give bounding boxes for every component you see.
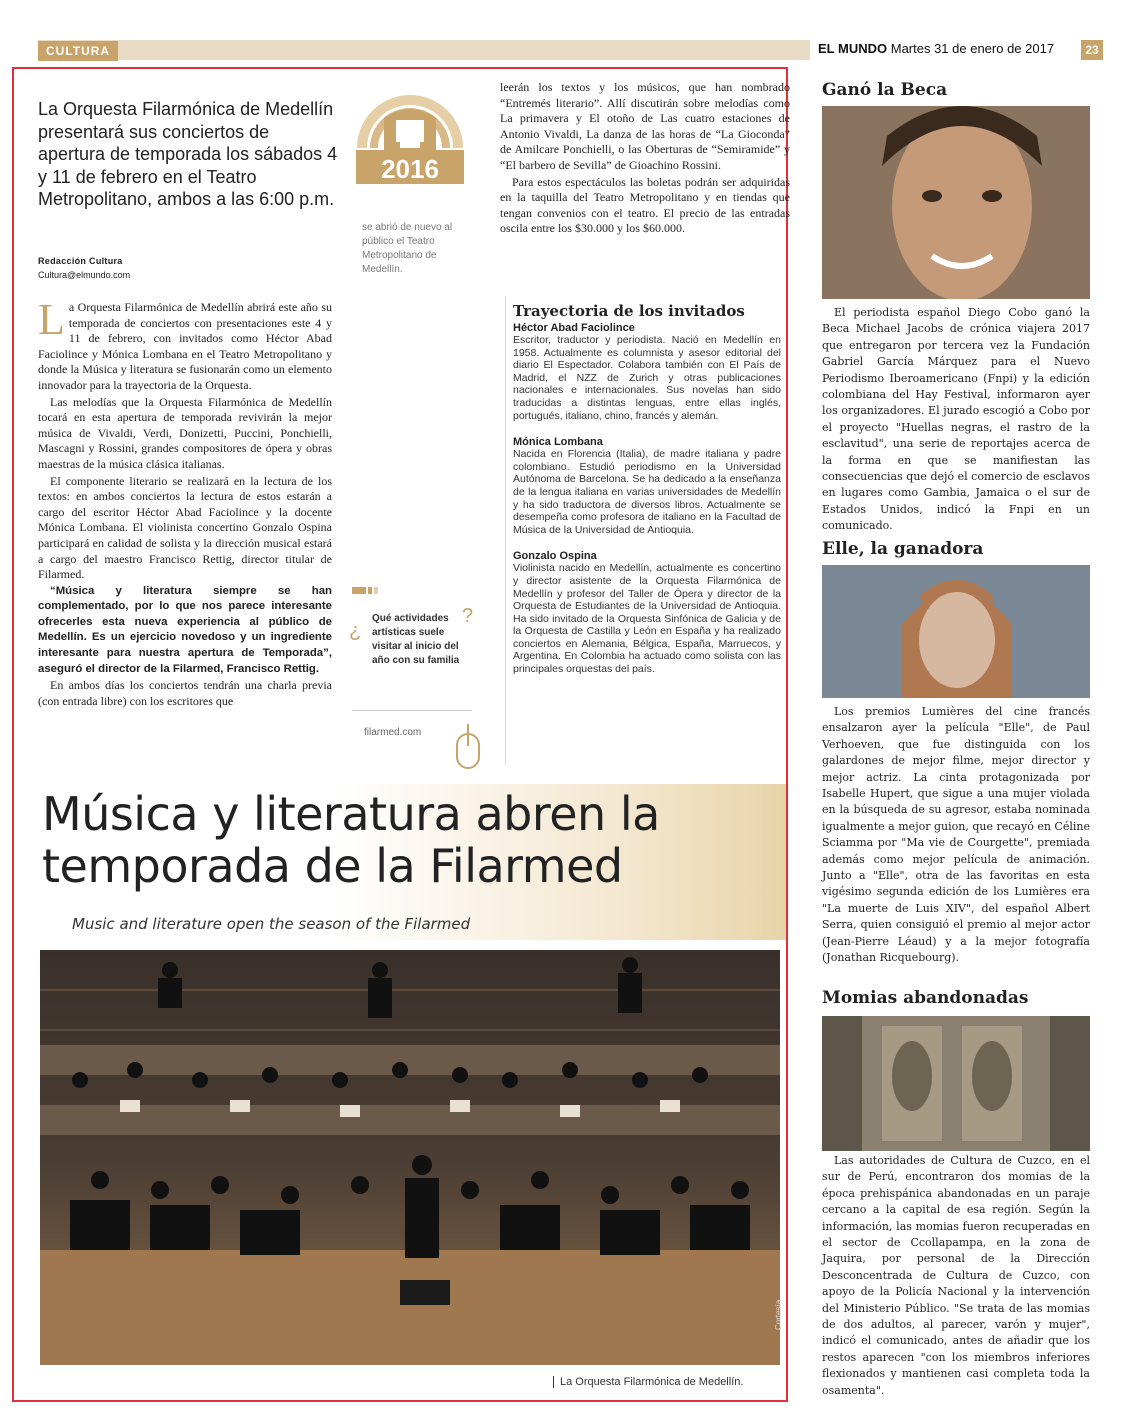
issue-date: Martes 31 de enero de 2017: [890, 41, 1055, 56]
progress-bars-icon: [352, 580, 376, 586]
guest-bio: Nacida en Florencia (Italia), de madre italiana y padre colombiano. Estudió periodismo en la Universidad Autónoma de Barcelona. Se ha dedicado a la enseñanza de la lengua italiana en varias universidades de Medellín y ha sido traductora de diversos libros. Actualmente se desempeña como profesora de italiano en la Facultad de Música de la Universidad de Antioquia.: [513, 448, 781, 536]
guests-title: Trayectoria de los invitados: [513, 302, 745, 320]
guest-name: Gonzalo Ospina: [513, 550, 597, 563]
guest-name: Héctor Abad Faciolince: [513, 322, 635, 334]
article-body-col2: [500, 80, 790, 238]
english-subtitle: Music and literature open the season of the Filarmed: [72, 915, 471, 933]
paragraph: En ambos días los conciertos tendrán una charla previa (con entrada libre) con los escritores que: [38, 678, 332, 708]
article-lead: La Orquesta Filarmónica de Medellín presentará sus conciertos de apertura de temporada los sábados 4 y 11 de febrero en el Teatro Metropolitano, ambos a las 6:00 p.m.: [38, 99, 338, 209]
guests-list: [513, 322, 781, 676]
sidebar-text-elle: [822, 704, 1090, 967]
paragraph: Los premios Lumières del cine francés ensalzaron ayer la película "Elle", de Paul Verhoeven, que fue distinguida con los galardones de mejor filme, mejor director y mejor actriz. La cinta protagonizada por Isabelle Hupert, que sigue a una mujer violada en la búsqueda de su agresor, estaba nominada igualmente a mejor guion, que recayó en Céline Sciamma por "Ma vie de Courgette", premiada además como mejor película de animación. Junto a "Elle", otra de las favoritas en esta vigésimo segunda edición de los Lumières era "La muerte de Luis XIV", del español Albert Serra, quien consiguió el premio al mejor actor (Jean-Pierre Léaud) y a la mejor fotografía (Jonathan Ricquebourg).: [822, 705, 1090, 965]
sidebar-title-elle: Elle, la ganadora: [822, 539, 984, 559]
quote-paragraph: “Música y literatura siempre se han complementado, por lo que nos parece interesante ofrecerles esta nueva experiencia al público de Medellín. Es un ejercicio novedoso y un ingrediente interesante para nuestra apertura de Temporada”, aseguró el director de la Filarmed, Francisco Rettig.: [38, 584, 332, 675]
paragraph: a Orquesta Filarmónica de Medellín abrirá este año su temporada de conciertos con presentaciones este 4 y 11 de febrero, con invitados como Héctor Abad Faciolince y Mónica Lombana en el Teatro Metropolitano y donde la Música y literatura se fusionarán como un elemento innovador para la trayectoria de la Orquesta.: [38, 300, 332, 392]
year-badge: [352, 78, 467, 203]
byline: Redacción Cultura: [38, 256, 123, 266]
drop-cap: L: [38, 295, 65, 344]
mummies-photo: [822, 1016, 1090, 1151]
sidebar-text-beca: [822, 305, 1090, 535]
badge-year: 2016: [381, 154, 439, 184]
article-body-col1: [38, 295, 332, 710]
divider: [352, 710, 472, 711]
portrait-photo-huppert: [822, 565, 1090, 698]
article-headline: Música y literatura abren la temporada de la Filarmed: [42, 787, 660, 893]
guest-entry: [513, 436, 781, 536]
question-close-icon: ?: [462, 605, 474, 627]
paragraph: El componente literario se realizará en la lectura de los textos: en ambos conciertos la lectura de estos estarán a cargo del escritor Héctor Abad Faciolince y la docente Mónica Lombana. El violinista concertino Gonzalo Ospina participará en calidad de solista y la dirección musical estará a cargo del maestro Francisco Rettig, director titular de Filarmed.: [38, 473, 332, 582]
website-link[interactable]: filarmed.com: [364, 727, 422, 738]
portrait-photo-cobo: [822, 106, 1090, 299]
poll-question: Qué actividades artísticas suele visitar al inicio del año con su familia: [372, 613, 460, 666]
byline-email[interactable]: Cultura@elmundo.com: [38, 270, 131, 280]
guest-name: Mónica Lombana: [513, 436, 603, 449]
sidebar-title-beca: Ganó la Beca: [822, 80, 948, 100]
paragraph: Las autoridades de Cultura de Cuzco, en el sur de Perú, encontraron dos momias de la época prehispánica abandonadas en un paraje cercano a la capital de esa región. Según la información, las momias fueron recuperadas en el sector de Ccollapampa, en la zona de Jaquira, por personal de la Dirección Desconcentrada de Cultura de Cuzco, con apoyo de la Policía Nacional y la intervención del Ministerio Público. "Se trata de las momias de dos adultos, al parecer, varón y mujer", indicó el comunicado, antes de añadir que los restos aparecen "con los miembros inferiores flexionados y mantienen casi completa toda la osamenta".: [822, 1154, 1090, 1397]
question-open-icon: ¿: [349, 620, 362, 642]
paragraph: Para estos espectáculos las boletas podrán ser adquiridas en la taquilla del Teatro Metropolitano y en tiendas que tengan convenios con el teatro. El precio de las entradas oscila entre los $30.000 y los $60.000.: [500, 174, 790, 236]
paragraph: Las melodías que la Orquesta Filarmónica de Medellín tocará en esta apertura de temporada revivirán la mejor música de Vivaldi, Verdi, Donizetti, Puccini, Ponchielli, Mascagni y Rossini, grandes compositores de ópera y obras maestras de la música clásica italianas.: [38, 394, 332, 471]
guest-bio: Violinista nacido en Medellín, actualmente es concertino y director asistente de la Orquesta Filarmónica de Medellín y profesor del Taller de Ópera y director de la Orquesta de Estudiantes de la Universidad de Antioquia. Ha sido invitado de la Orquesta Sinfónica de Galicia y de la Orquesta de Castilla y León en España y ha realizado conciertos en Alemania, Bélgica, España, Marruecos, y Argentina. En Colombia ha actuado como solista con las principales orquestas del país.: [513, 562, 781, 676]
section-bar: [38, 40, 810, 60]
mouse-icon: [455, 724, 481, 774]
paragraph: leerán los textos y los músicos, que han nombrado “Entremés literario”. Allí discutirán sobre melodías como La primavera y El otoño de Las cuatro estaciones de Antonio Vivaldi, La danza de las horas de “La Gioconda” de Amilcare Ponchielli, o las Oberturas de “Semiramide” y “El barbero de Sevilla” de Gioachino Rossini.: [500, 80, 790, 172]
masthead: [818, 41, 1054, 56]
photo-credit: Cortesía: [774, 1299, 783, 1330]
photo-caption: La Orquesta Filarmónica de Medellín.: [553, 1376, 743, 1388]
theater-icon: [352, 78, 467, 203]
orchestra-photo: [40, 950, 780, 1365]
guest-bio: Escritor, traductor y periodista. Nació en Medellín en 1958. Actualmente es columnista y asesor editorial del diario El Espectador. Colabora también con El País de Madrid, el NZZ de Zurich y otras publicaciones nacionales e internacionales. Sus novelas han sido traducidas a distintas lenguas, entre ellas inglés, portugués, italiano, chino, francés y alemán.: [513, 334, 781, 422]
newspaper-name: EL MUNDO: [818, 41, 888, 56]
sidebar-title-momias: Momias abandonadas: [822, 988, 1029, 1008]
guest-entry: [513, 322, 781, 422]
badge-caption: se abrió de nuevo al público el Teatro Metropolitano de Medellín.: [362, 222, 453, 275]
paragraph: El periodista español Diego Cobo ganó la Beca Michael Jacobs de crónica viajera 2017 que entregaron por tercera vez la Fundación Gabriel García Márquez para el Nuevo Periodismo Iberoamericano (Fnpi) y la edición colombiana del Hay Festival, informaron ayer los organizadores. El jurado escogió a Cobo por el proyecto "Huellas negras, el rastro de la esclavitud", una serie de reportajes acerca de la forma en que se manifiestan las consecuencias que dejó el comercio de esclavos en lugares como Gambia, Jamaica o el sur de Estados Unidos, indicó la Fnpi en un comunicado.: [822, 306, 1090, 533]
page-number: 23: [1081, 40, 1103, 60]
section-label: CULTURA: [38, 41, 118, 61]
guest-entry: [513, 550, 781, 675]
sidebar-text-momias: [822, 1153, 1090, 1399]
